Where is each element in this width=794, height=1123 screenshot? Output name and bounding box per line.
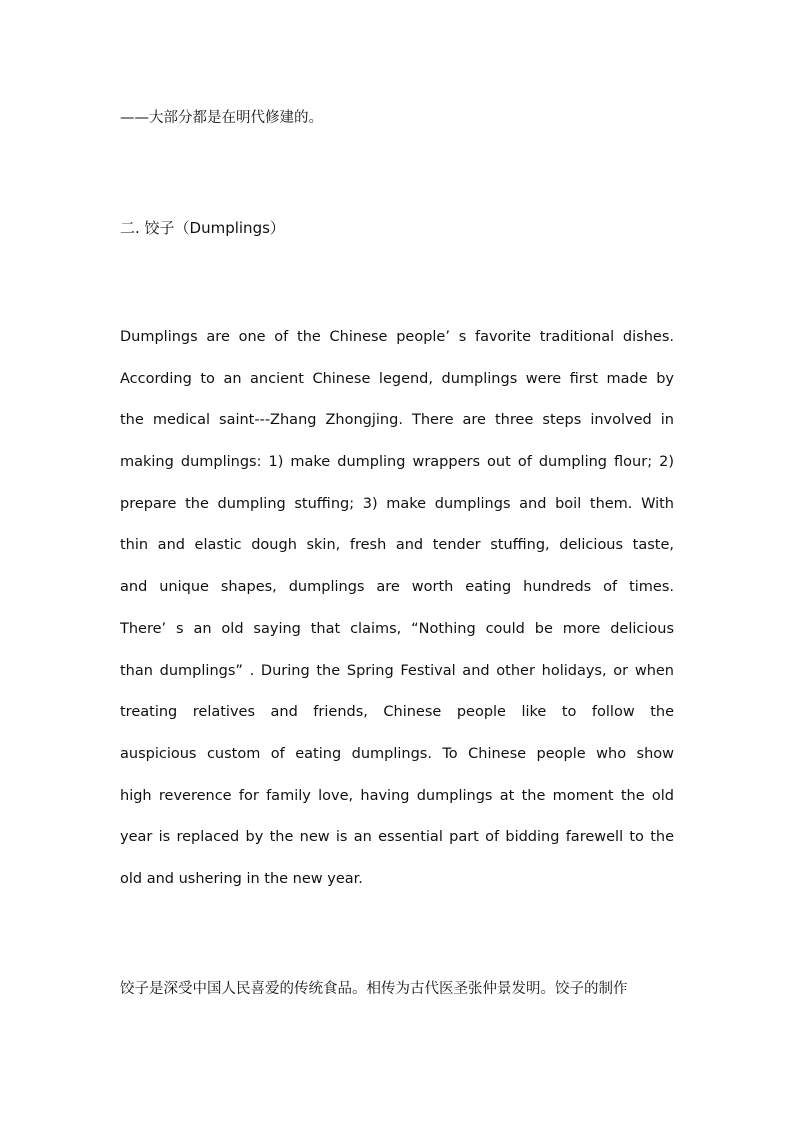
section-heading: 二. 饺子（Dumplings） (120, 219, 285, 237)
paragraph-line: thin and elastic dough skin, fresh and tender stuffing, delicious taste, (120, 537, 674, 554)
top-line: ——大部分都是在明代修建的。 (120, 110, 323, 126)
paragraph-line: year is replaced by the new is an essential part of bidding farewell to the (120, 829, 674, 846)
paragraph-line: high reverence for family love, having dumplings at the moment the old (120, 787, 674, 804)
paragraph-line: According to an ancient Chinese legend, dumplings were first made by (120, 370, 674, 387)
paragraph-line: and unique shapes, dumplings are worth eating hundreds of times. (120, 579, 674, 596)
paragraph-line: old and ushering in the new year. (120, 870, 363, 887)
paragraph-line: making dumplings: 1) make dumpling wrappers out of dumpling flour; 2) (120, 454, 674, 471)
paragraph-line: than dumplings” . During the Spring Festival and other holidays, or when (120, 662, 674, 679)
paragraph-line: the medical saint---Zhang Zhongjing. There are three steps involved in (120, 412, 674, 429)
paragraph-line: treating relatives and friends, Chinese people like to follow the (120, 704, 674, 721)
paragraph-line: prepare the dumpling stuffing; 3) make dumplings and boil them. With (120, 495, 674, 512)
paragraph-line: auspicious custom of eating dumplings. To Chinese people who show (120, 745, 674, 762)
paragraph-line: Dumplings are one of the Chinese people’ s favorite traditional dishes. (120, 329, 674, 345)
paragraph-line: There’ s an old saying that claims, “Nothing could be more delicious (120, 620, 674, 637)
chinese-paragraph-line: 饺子是深受中国人民喜爱的传统食品。相传为古代医圣张仲景发明。饺子的制作 (120, 981, 628, 997)
english-paragraph (120, 326, 674, 910)
